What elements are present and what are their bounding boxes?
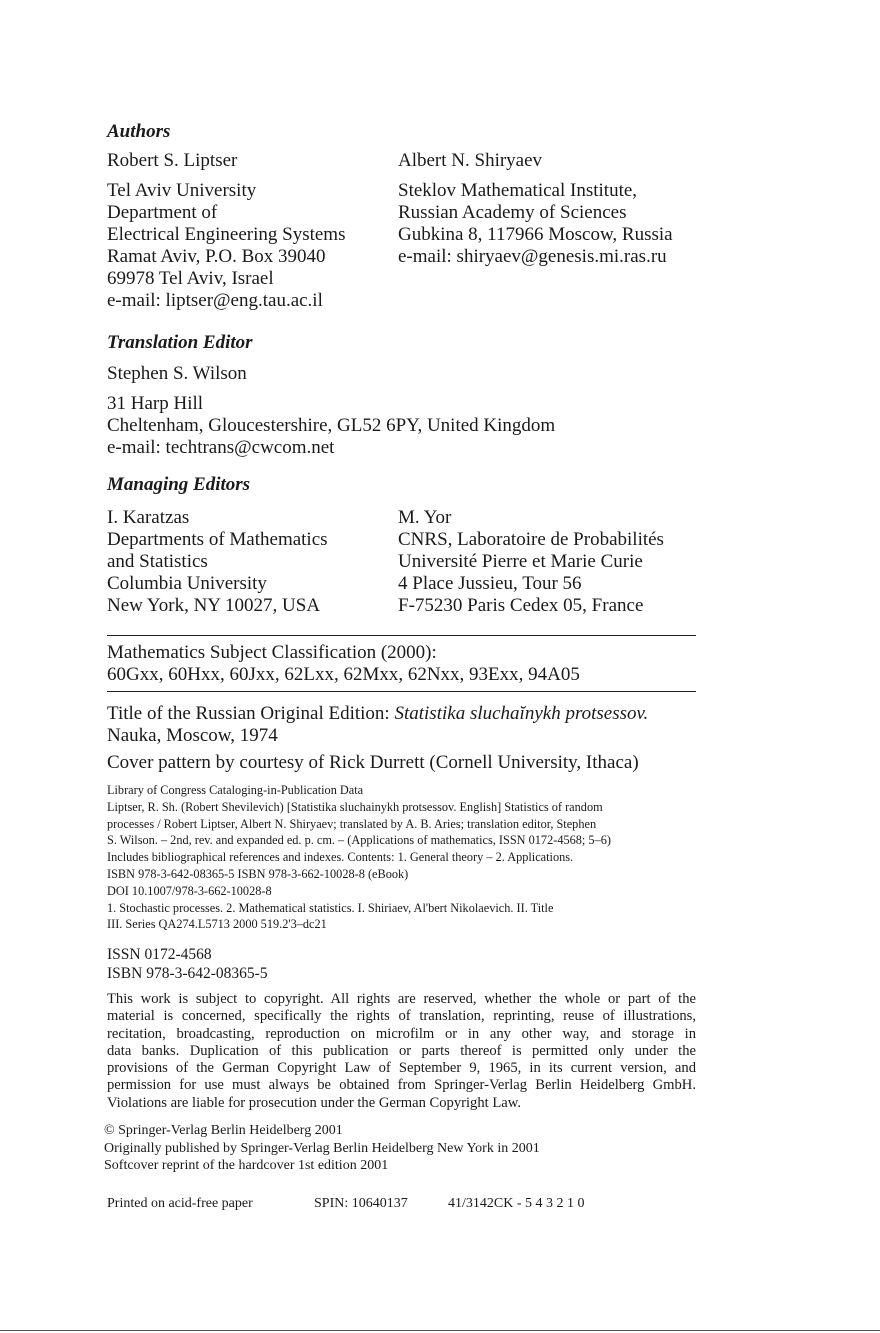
affiliation-line: Ramat Aviv, P.O. Box 39040 [107, 246, 326, 267]
identifiers-block [107, 945, 268, 983]
legal-line: permission for use must always be obtained from Springer-Verlag Berlin Heidelberg GmbH. [107, 1077, 696, 1094]
affiliation-line: Tel Aviv University [107, 180, 257, 201]
original-title: Statistika sluchaĭnykh protsessov. [394, 703, 649, 724]
copyright-notice [107, 991, 696, 1112]
editor-yor-block [398, 507, 664, 617]
affiliation-line: Electrical Engineering Systems [107, 224, 346, 245]
legal-line: Violations are liable for prosecution under the German Copyright Law. [107, 1094, 521, 1111]
affiliation-line: Gubkina 8, 117966 Moscow, Russia [398, 224, 673, 245]
copyright-line: Softcover reprint of the hardcover 1st edition 2001 [104, 1158, 389, 1173]
cip-line: III. Series QA274.L5713 2000 519.2'3–dc21 [107, 917, 327, 932]
legal-line: recitation, broadcasting, reproduction on microfilm or in any other way, and storage in [107, 1025, 696, 1042]
legal-line: This work is subject to copyright. All rights are reserved, whether the whole or part of the [107, 991, 696, 1007]
copyright-line: Originally published by Springer-Verlag Berlin Heidelberg New York in 2001 [104, 1140, 540, 1156]
affiliation-line: and Statistics [107, 551, 208, 572]
affiliation-line: New York, NY 10027, USA [107, 595, 321, 616]
divider [107, 691, 696, 692]
author-shiryaev-block [398, 150, 673, 268]
cip-line: DOI 10.1007/978-3-662-10028-8 [107, 883, 272, 898]
msc-codes: 60Gxx, 60Hxx, 60Jxx, 62Lxx, 62Mxx, 62Nxx, 93Exx, 94A05 [107, 664, 580, 685]
author-liptser-block [107, 150, 345, 312]
email-line: e-mail: shiryaev@genesis.mi.ras.ru [398, 246, 667, 267]
legal-line: material is concerned, specifically the rights of translation, reprinting, reuse of illustrations, [107, 1008, 696, 1025]
msc-title: Mathematics Subject Classification (2000): [107, 642, 437, 663]
legal-line: provisions of the German Copyright Law of September 9, 1965, in its current version, and [107, 1060, 696, 1077]
author-name: Robert S. Liptser [107, 150, 238, 171]
cip-line: processes / Robert Liptser, Albert N. Shiryaev; translated by A. B. Aries; translation editor, Stephen [107, 816, 597, 831]
cip-line: Liptser, R. Sh. (Robert Shevilevich) [Statistika sluchainykh protsessov. English] Statistics of random [107, 799, 603, 814]
affiliation-line: 69978 Tel Aviv, Israel [107, 268, 274, 289]
managing-editors-heading: Managing Editors [107, 474, 251, 495]
editor-name: Stephen S. Wilson [107, 363, 247, 384]
issn: ISSN 0172-4568 [107, 946, 212, 963]
divider [107, 635, 696, 636]
cip-line: ISBN 978-3-642-08365-5 ISBN 978-3-662-10028-8 (eBook) [107, 866, 409, 881]
cover-credit: Cover pattern by courtesy of Rick Durrett (Cornell University, Ithaca) [107, 752, 639, 773]
copyright-block [104, 1122, 540, 1175]
affiliation-line: Russian Academy of Sciences [398, 202, 627, 223]
isbn: ISBN 978-3-642-08365-5 [107, 965, 268, 982]
cip-data [107, 782, 611, 933]
cip-line: Library of Congress Cataloging-in-Publication Data [107, 783, 364, 797]
msc-block [107, 642, 580, 686]
email-line: e-mail: techtrans@cwcom.net [107, 437, 335, 458]
affiliation-line: F-75230 Paris Cedex 05, France [398, 595, 644, 616]
page-edge [0, 1330, 880, 1331]
original-prefix: Title of the Russian Original Edition: [107, 703, 395, 724]
cip-line: 1. Stochastic processes. 2. Mathematical statistics. I. Shiriaev, Al'bert Nikolaevich. II. Title [107, 900, 554, 915]
email-line: e-mail: liptser@eng.tau.ac.il [107, 290, 323, 311]
translation-editor-heading: Translation Editor [107, 332, 253, 353]
cip-line: S. Wilson. – 2nd, rev. and expanded ed. p. cm. – (Applications of mathematics, ISSN 0172-4568; 5–6) [107, 833, 611, 848]
copyright-line: © Springer-Verlag Berlin Heidelberg 2001 [104, 1123, 343, 1138]
cip-line: Includes bibliographical references and indexes. Contents: 1. General theory – 2. Applications. [107, 850, 574, 865]
address-line: Cheltenham, Gloucestershire, GL52 6PY, United Kingdom [107, 415, 556, 436]
translation-editor-block [107, 363, 555, 459]
author-name: Albert N. Shiryaev [398, 150, 543, 171]
legal-line: data banks. Duplication of this publication or parts thereof is permitted only under the [107, 1042, 696, 1059]
affiliation-line: Columbia University [107, 573, 267, 594]
affiliation-line: 4 Place Jussieu, Tour 56 [398, 573, 582, 594]
spin-number: SPIN: 10640137 [314, 1196, 408, 1211]
original-publisher: Nauka, Moscow, 1974 [107, 725, 278, 746]
address-line: 31 Harp Hill [107, 393, 204, 414]
authors-heading: Authors [107, 121, 171, 142]
print-code: 41/3142CK - 5 4 3 2 1 0 [448, 1196, 585, 1211]
editor-name: M. Yor [398, 507, 452, 528]
editor-name: I. Karatzas [107, 507, 190, 528]
affiliation-line: Department of [107, 202, 218, 223]
affiliation-line: Departments of Mathematics [107, 529, 328, 550]
affiliation-line: Université Pierre et Marie Curie [398, 551, 643, 572]
russian-original-block [107, 703, 648, 747]
editor-karatzas-block [107, 507, 328, 617]
affiliation-line: Steklov Mathematical Institute, [398, 180, 638, 201]
affiliation-line: CNRS, Laboratoire de Probabilités [398, 529, 664, 550]
acid-free-paper: Printed on acid-free paper [107, 1196, 253, 1211]
